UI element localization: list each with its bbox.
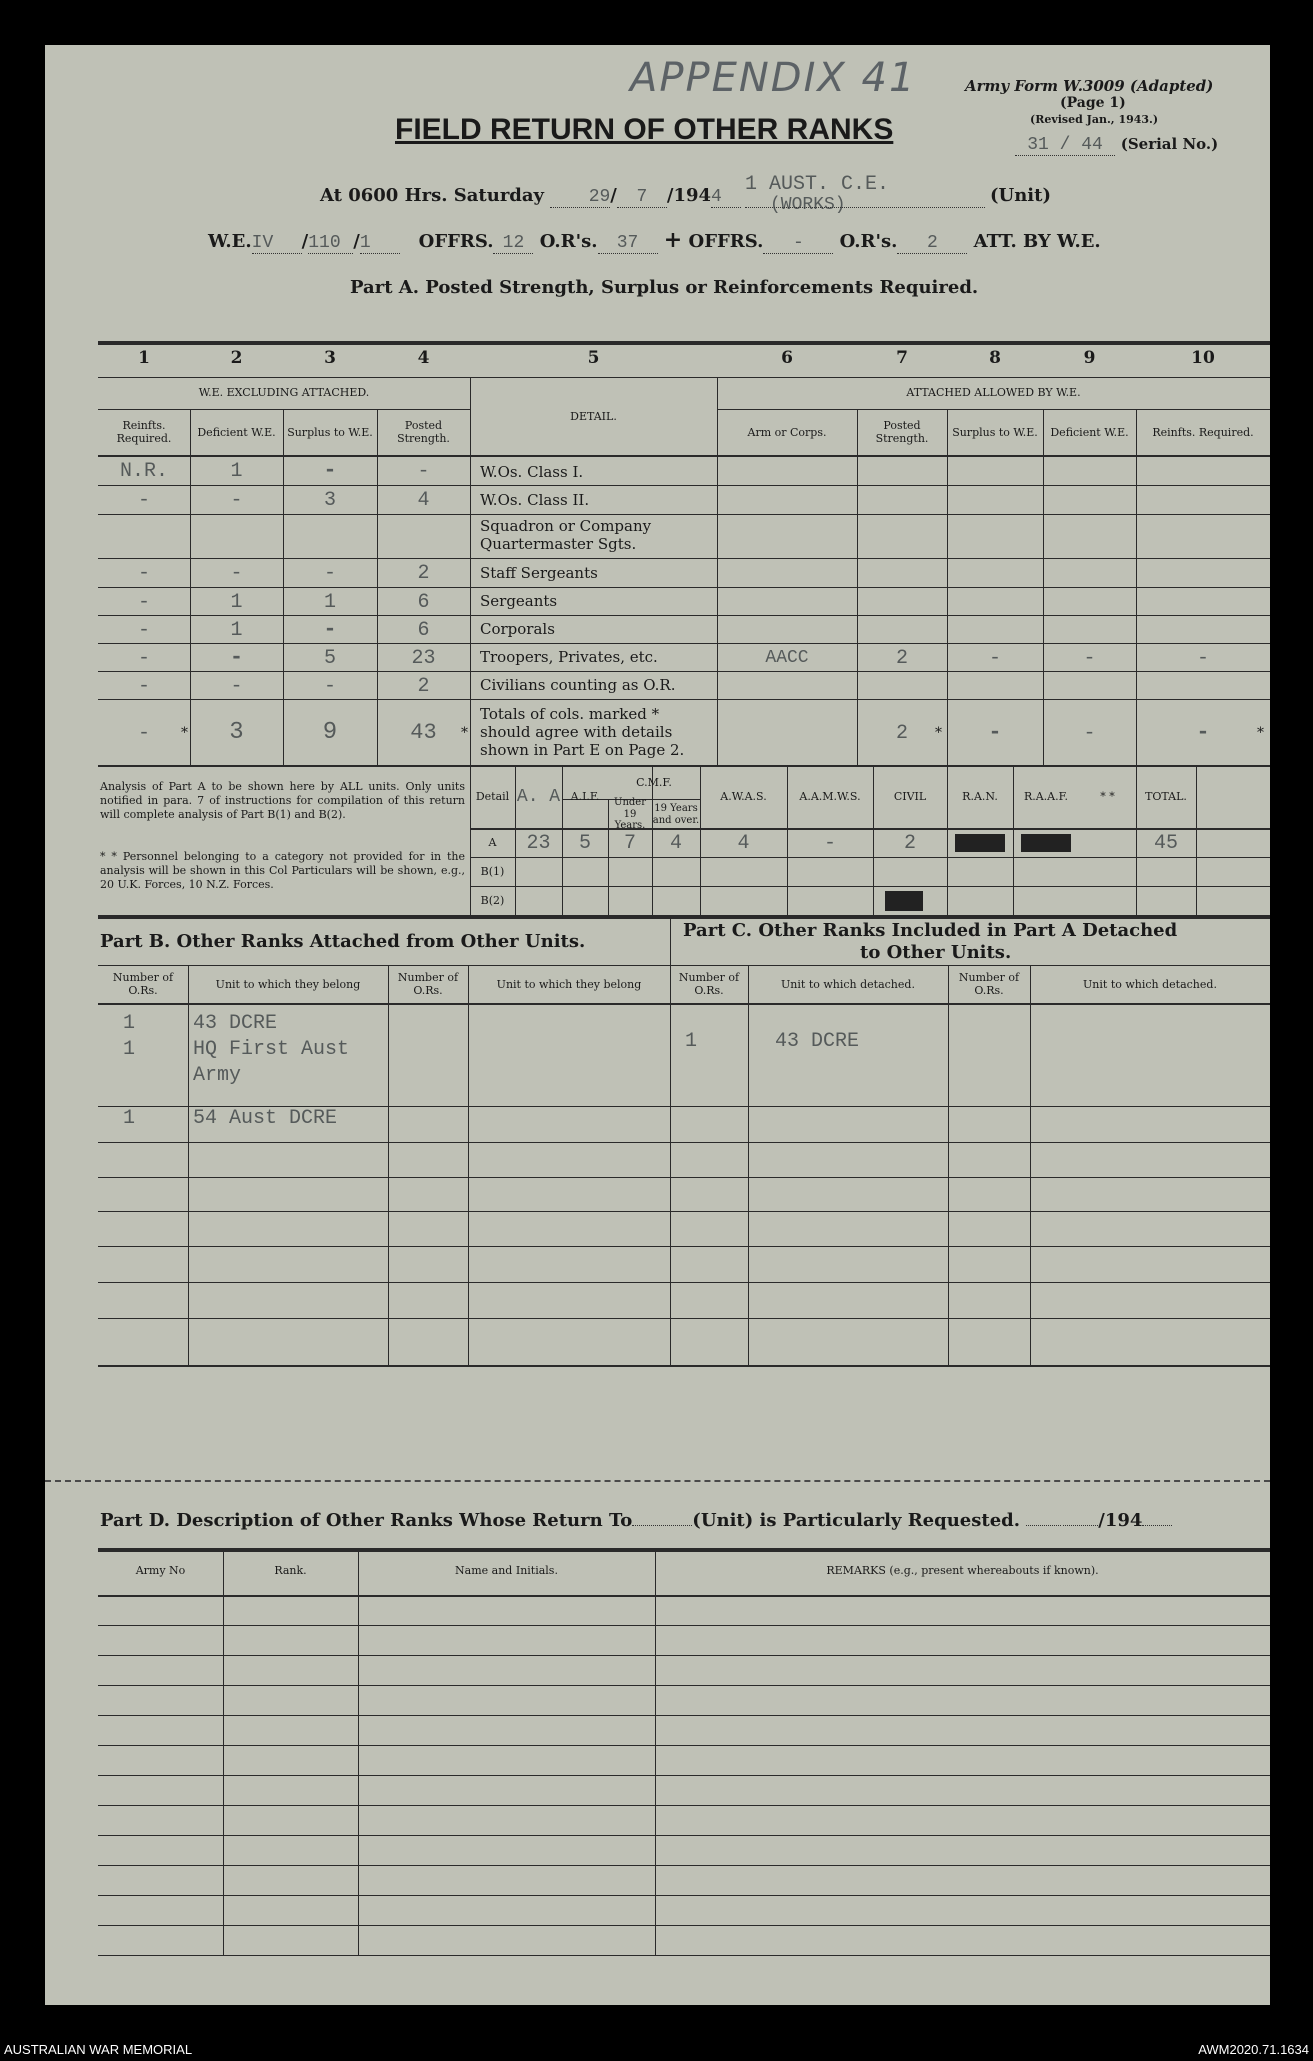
part-d-header: REMARKS (e.g., present whereabouts if known). bbox=[826, 1563, 1099, 1577]
rule bbox=[98, 1955, 1270, 1956]
rule bbox=[470, 886, 1270, 887]
part-d-header: Army No bbox=[135, 1563, 186, 1577]
rule bbox=[98, 1177, 1270, 1178]
rule bbox=[98, 1895, 1270, 1896]
rule bbox=[98, 1655, 1270, 1656]
sub-header: Posted Strength. bbox=[875, 419, 929, 445]
analysis-row-label: B(2) bbox=[480, 894, 505, 908]
perforation-line bbox=[45, 1480, 1270, 1482]
rule bbox=[470, 857, 1270, 858]
rule bbox=[98, 558, 1270, 559]
analysis-note-1: Analysis of Part A to be shown here by ALL units. Only units notified in para. 7 of instructions for compilation of this return will complete analysis of Part B(1) and B(2). bbox=[100, 780, 465, 821]
col-number: 6 bbox=[781, 348, 793, 369]
redaction-block bbox=[955, 834, 1005, 852]
part-d-title: Part D. Description of Other Ranks Whose Return To (Unit) is Particularly Requested. /194 bbox=[100, 1510, 1172, 1531]
sub-header: Surplus to W.E. bbox=[952, 425, 1038, 439]
group-header-attached: ATTACHED ALLOWED BY W.E. bbox=[906, 385, 1081, 399]
rule bbox=[717, 377, 718, 765]
rule bbox=[98, 377, 1270, 378]
rule bbox=[98, 1745, 1270, 1746]
rule bbox=[98, 1595, 1270, 1597]
rule bbox=[98, 1211, 1270, 1212]
rule bbox=[98, 1003, 1270, 1005]
col-number: 10 bbox=[1191, 348, 1215, 369]
bc-header: Number of O.Rs. bbox=[958, 971, 1020, 997]
bc-header: Unit to which detached. bbox=[781, 977, 915, 991]
rule bbox=[98, 671, 1270, 672]
rule bbox=[98, 1835, 1270, 1836]
group-header-we: W.E. EXCLUDING ATTACHED. bbox=[198, 385, 370, 399]
rule bbox=[1196, 765, 1197, 915]
analysis-header: C.M.F. bbox=[636, 775, 672, 789]
analysis-header: 19 Years and over. bbox=[652, 803, 700, 826]
rule bbox=[98, 1365, 1270, 1367]
col-number: 8 bbox=[989, 348, 1001, 369]
rule bbox=[98, 1625, 1270, 1626]
star-mark: * bbox=[1257, 725, 1264, 741]
rule bbox=[98, 1865, 1270, 1866]
form-sheet: APPENDIX 41 Army Form W.3009 (Adapted) (Page 1) (Revised Jan., 1943.) 31 / 44 (Serial No.) FIELD RETURN OF OTHER RANKS At 0600 Hrs. Saturday 29/ 7 /1944 1 AUST. C.E. (WORKS) (Unit) W.E.IV /110 /1 OFFRS. 12 O.R's. 37 + OFFRS. - O.R's. 2 ATT. BY W.E. Part A. Posted Strength, Surplus or Reinforcements Required. 1 2 3 4 5 6 7 8 9 10 W.E. EXCLUDING ATTACHED. ATTACHED ALLOWED BY W.E. DETAIL. Reinfts. Required. Deficient W.E. Surplus to W.E. Posted Strength. Arm or Corps. Posted Strength. Surplus to W.E. Deficient W.E. Reinfts. Required. N.R. 1 - - W.Os. Class I. - - 3 4 W.Os. Class II. Squadron or Company Quartermaster Sgts. - - - 2 Staff Sergeants - 1 1 6 Sergeants - 1 - 6 Corporals - - 5 23 Troopers, Privates, etc. AACC 2 - - - - - - 2 Civilians counting as O.R. - 3 9 43 Totals of cols. marked * should agree with details shown in Part E on Page 2. 2 - - - * * * * Analysis of Part A to be shown here by ALL units. Only units notified in para. 7 of instructions for compilation of this return will complete analysis of Part B(1) and B(2). * * Personnel belonging to a category not provided for in the analysis will be shown in this Col Particulars will be shown, e.g., 20 U.K. Forces, 10 N.Z. Forces. Detail A. A A.I.F. C.M.F. Under 19 Years. 19 Years and over. A.W.A.S. A.A.M.W.S. CIVIL R.A.N. R.A.A.F. * * TOTAL. A 23 5 7 4 4 - 2 45 B(1) B(2) Part B. Other Ranks Attached from Other Units. Part C. Other Ranks Included in Part A Detached to Other Units. Number of O.Rs. Unit to which they belong Number of O.Rs. Unit to which they belong Number of O.Rs. Unit to which detached. Number of O.Rs. Unit to which detached. 1 43 DCRE 1 HQ First Aust Army 1 54 Aust DCRE 1 43 DCRE Part D. Description of Other Ranks Whose Return To (Unit) is Particularly Requested. /194 Army No Rank. Name and Initials. REMARKS (e.g., present whereabouts if known). bbox=[45, 45, 1270, 2005]
bc-header: Number of O.Rs. bbox=[397, 971, 459, 997]
part-c-title: Part C. Other Ranks Included in Part A Detached bbox=[683, 920, 1178, 941]
rule bbox=[655, 1548, 656, 1955]
rule bbox=[98, 1775, 1270, 1776]
form-name: Army Form W.3009 (Adapted) bbox=[965, 77, 1214, 95]
rule bbox=[948, 965, 949, 1365]
serial-field: 31 / 44 (Serial No.) bbox=[1015, 133, 1218, 156]
part-d-header: Name and Initials. bbox=[455, 1563, 558, 1577]
sub-header: Deficient W.E. bbox=[1050, 425, 1129, 439]
rule bbox=[98, 1318, 1270, 1319]
unit-label: (Unit) bbox=[990, 185, 1051, 206]
star-mark: * bbox=[935, 725, 942, 741]
analysis-header: CIVIL bbox=[893, 789, 927, 803]
rule bbox=[470, 377, 471, 765]
col-number: 1 bbox=[138, 348, 150, 369]
rule bbox=[98, 485, 1270, 486]
rule bbox=[98, 615, 1270, 616]
rule bbox=[670, 965, 671, 1365]
analysis-header: Under 19 Years. bbox=[614, 797, 646, 832]
form-revised: (Revised Jan., 1943.) bbox=[1030, 113, 1159, 126]
analysis-header: R.A.N. bbox=[962, 789, 998, 803]
rule bbox=[188, 965, 189, 1365]
handwritten-annotation: APPENDIX 41 bbox=[630, 55, 917, 101]
col-number: 3 bbox=[324, 348, 336, 369]
redaction-block bbox=[885, 891, 923, 911]
page-title: FIELD RETURN OF OTHER RANKS bbox=[395, 113, 894, 146]
rule bbox=[98, 514, 1270, 515]
we-line: W.E.IV /110 /1 OFFRS. 12 O.R's. 37 + OFFRS. - O.R's. 2 ATT. BY W.E. bbox=[208, 227, 1101, 253]
bc-header: Number of O.Rs. bbox=[112, 971, 174, 997]
redaction-block bbox=[1021, 834, 1071, 852]
sub-header: Arm or Corps. bbox=[747, 425, 827, 439]
rule bbox=[717, 409, 1270, 410]
rule bbox=[98, 1246, 1270, 1247]
col-number: 2 bbox=[230, 348, 243, 369]
part-a-title: Part A. Posted Strength, Surplus or Reinforcements Required. bbox=[350, 277, 979, 298]
rule bbox=[358, 1548, 359, 1955]
rule bbox=[98, 1685, 1270, 1686]
analysis-note-2: * * Personnel belonging to a category not provided for in the analysis will be shown in this Col Particulars will be shown, e.g., 20 U.K. Forces, 10 N.Z. Forces. bbox=[100, 850, 465, 891]
rule bbox=[748, 965, 749, 1365]
bc-header: Unit to which they belong bbox=[496, 977, 642, 991]
sub-header: Deficient W.E. bbox=[197, 425, 276, 439]
col-number: 4 bbox=[417, 348, 430, 369]
rule bbox=[98, 965, 1270, 966]
rule bbox=[98, 699, 1270, 700]
rule bbox=[468, 965, 469, 1365]
rule bbox=[98, 587, 1270, 588]
analysis-header: A.W.A.S. bbox=[720, 789, 767, 803]
rule bbox=[98, 643, 1270, 644]
analysis-header: TOTAL. bbox=[1145, 789, 1187, 803]
sub-header: Surplus to W.E. bbox=[287, 425, 373, 439]
analysis-header: A. A bbox=[516, 786, 561, 807]
rule bbox=[223, 1548, 224, 1955]
analysis-header: * * bbox=[1100, 789, 1115, 803]
analysis-header: A.I.F. bbox=[570, 789, 600, 803]
sub-header: Reinfts. Required. bbox=[1152, 425, 1254, 439]
analysis-row-label: B(1) bbox=[480, 865, 505, 879]
unit-underline bbox=[745, 207, 985, 208]
part-d-header: Rank. bbox=[274, 1563, 307, 1577]
detail-header: DETAIL. bbox=[570, 409, 617, 423]
footer-accession: AWM2020.71.1634 bbox=[1198, 2042, 1309, 2057]
bc-header: Number of O.Rs. bbox=[678, 971, 740, 997]
footer-source: AUSTRALIAN WAR MEMORIAL bbox=[4, 2042, 193, 2057]
star-mark: * bbox=[461, 725, 468, 741]
analysis-header: A.A.M.W.S. bbox=[799, 789, 861, 803]
rule bbox=[1030, 965, 1031, 1365]
rule bbox=[98, 409, 470, 410]
rule bbox=[388, 965, 389, 1365]
sub-header: Posted Strength. bbox=[397, 419, 450, 445]
sub-header: Reinfts. Required. bbox=[116, 419, 172, 445]
analysis-header: R.A.A.F. bbox=[1023, 789, 1069, 803]
rule bbox=[98, 1142, 1270, 1143]
form-page: (Page 1) bbox=[1060, 95, 1126, 111]
rule bbox=[98, 915, 1270, 919]
bc-header: Unit to which detached. bbox=[1083, 977, 1217, 991]
part-c-title-2: to Other Units. bbox=[860, 942, 1012, 963]
rule bbox=[670, 915, 671, 965]
unit-value: 1 AUST. C.E. bbox=[745, 173, 890, 196]
col-number: 9 bbox=[1083, 348, 1096, 369]
col-number: 7 bbox=[896, 348, 908, 369]
part-b-title: Part B. Other Ranks Attached from Other Units. bbox=[100, 931, 586, 952]
rule bbox=[98, 1715, 1270, 1716]
col-number: 5 bbox=[587, 348, 600, 369]
rule bbox=[98, 1282, 1270, 1283]
star-mark: * bbox=[181, 725, 188, 741]
bc-header: Unit to which they belong bbox=[215, 977, 361, 991]
unit-sub: (WORKS) bbox=[770, 195, 846, 215]
rule bbox=[98, 1805, 1270, 1806]
at-line: At 0600 Hrs. Saturday 29/ 7 /1944 bbox=[320, 185, 741, 208]
analysis-header: Detail bbox=[475, 789, 510, 803]
rule bbox=[98, 1925, 1270, 1926]
